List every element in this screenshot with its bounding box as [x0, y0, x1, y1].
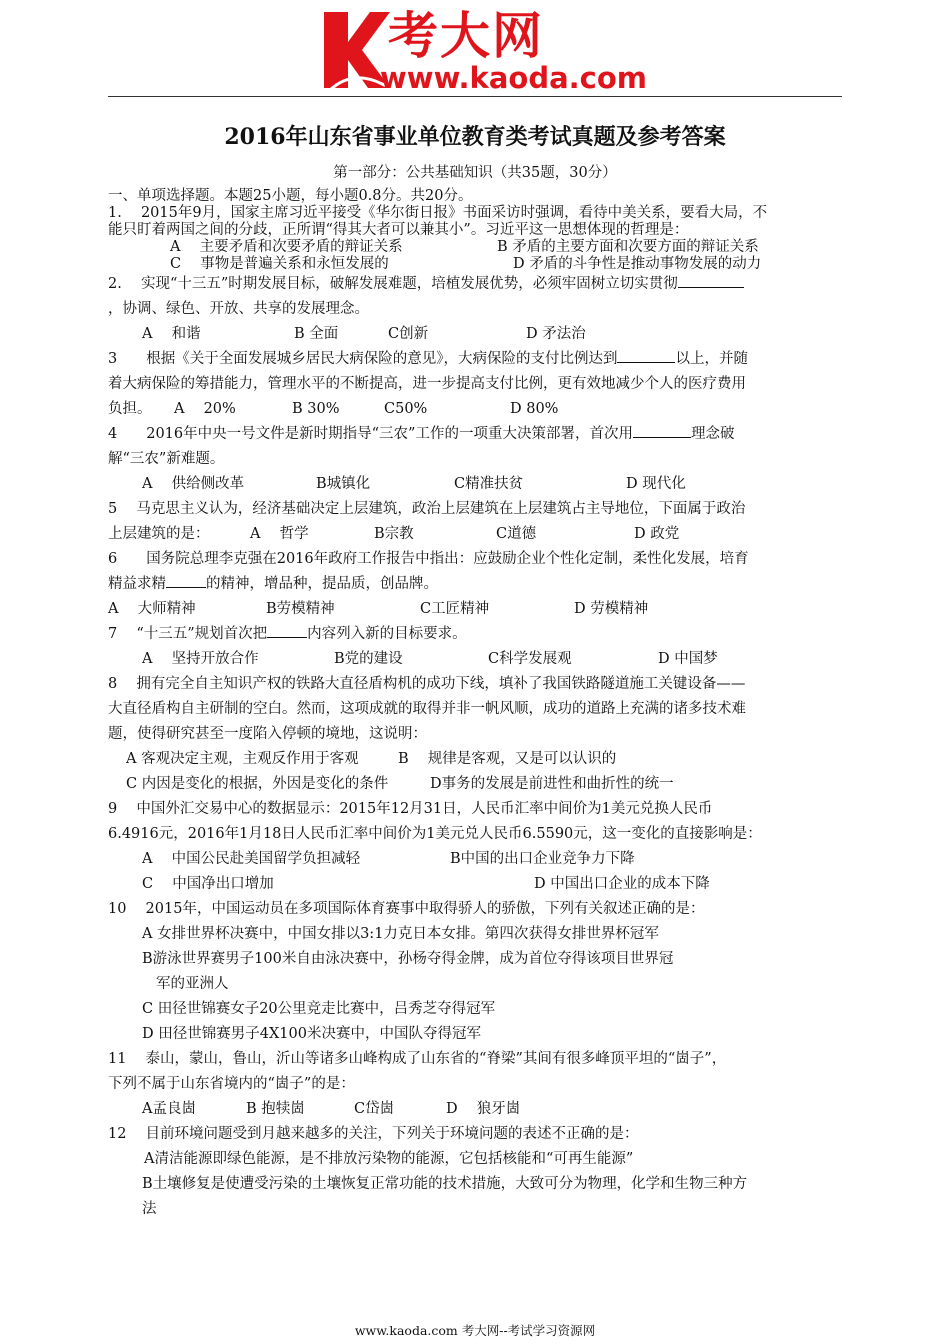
- option-b: B中国的出口企业竞争力下降: [450, 851, 635, 867]
- question-7-text: 7 “十三五”规划首次把: [108, 626, 268, 642]
- question-9-options-cd: [108, 872, 848, 897]
- document-title: 2016年山东省事业单位教育类考试真题及参考答案: [224, 124, 726, 150]
- question-4-line-2: 解“三农”新难题。: [108, 451, 225, 467]
- option-b: B 矛盾的主要方面和次要方面的辩证关系: [497, 239, 759, 255]
- question-8-line-1: 8 拥有完全自主知识产权的铁路大直径盾构机的成功下线，填补了我国铁路隧道施工关键设备——: [108, 676, 746, 692]
- question-2-options: [108, 322, 848, 347]
- question-10-option-b: B游泳世界赛男子100米自由泳决赛中，孙杨夺得金牌，成为首位夺得该项目世界冠: [142, 951, 674, 967]
- option-c: C50%: [384, 401, 428, 417]
- option-c: C 事物是普遍关系和永恒发展的: [170, 256, 389, 272]
- question-2-line-1: [108, 272, 848, 297]
- answer-blank: [617, 348, 675, 363]
- kaoda-logo: [318, 7, 648, 95]
- option-a: A孟良崮: [142, 1101, 196, 1117]
- question-9-options-ab: [108, 847, 848, 872]
- option-d: D 矛盾的斗争性是推动事物发展的动力: [513, 256, 762, 272]
- option-c: C 中国净出口增加: [142, 876, 274, 892]
- option-b: B 全面: [294, 326, 339, 342]
- option-c: C科学发展观: [488, 651, 572, 667]
- option-d: D 矛法治: [526, 326, 586, 342]
- question-9-line-1: 9 中国外汇交易中心的数据显示：2015年12月31日，人民币汇率中间价为1美元兑换人民币: [108, 801, 713, 817]
- option-d: D 政党: [634, 526, 680, 542]
- option-d: D 中国出口企业的成本下降: [534, 876, 710, 892]
- question-10-option-b-cont: 军的亚洲人: [156, 976, 229, 992]
- question-3-line-2: 着大病保险的筹措能力，管理水平的不断提高，进一步提高支付比例，更有效地减少个人的医疗费用: [108, 376, 746, 392]
- question-3-line-1: [108, 347, 848, 372]
- question-4-options: [108, 472, 848, 497]
- option-a: A 大师精神: [108, 601, 196, 617]
- question-10-option-c: C 田径世锦赛女子20公里竞走比赛中，吕秀芝夺得冠军: [142, 1001, 496, 1017]
- question-7-options: [108, 647, 848, 672]
- answer-blank: [633, 423, 691, 438]
- question-9-line-2: 6.4916元，2016年1月18日人民币汇率中间价为1美元兑人民币6.5590元，这一变化的直接影响是：: [108, 826, 762, 842]
- option-b: B 抱犊崮: [246, 1101, 305, 1117]
- option-c: C 内因是变化的根据，外因是变化的条件: [126, 776, 389, 792]
- option-a: A 主要矛盾和次要矛盾的辩证关系: [170, 239, 403, 255]
- option-d: D 狼牙崮: [446, 1101, 521, 1117]
- question-11-line-1: 11 泰山，蒙山，鲁山，沂山等诸多山峰构成了山东省的“脊梁”其间有很多峰顶平坦的“崮子”，: [108, 1051, 727, 1067]
- question-6-line-1: 6 国务院总理李克强在2016年政府工作报告中指出：应鼓励企业个性化定制，柔性化发展，培育: [108, 551, 749, 567]
- question-4-text-after: 理念破: [690, 426, 735, 442]
- question-7-text-after: 内容列入新的目标要求。: [307, 626, 467, 642]
- question-5-line-2: [108, 522, 848, 547]
- question-2-line-2: ，协调、绿色、开放、共享的发展理念。: [108, 301, 369, 317]
- option-b: B 规律是客观，又是可以认识的: [398, 751, 617, 767]
- page-footer: www.kaoda.com 考大网--考试学习资源网: [354, 1323, 596, 1338]
- question-12-option-b: B土壤修复是使遭受污染的土壤恢复正常功能的技术措施，大致可分为物理，化学和生物三种方: [142, 1176, 748, 1192]
- question-3-text-3: 负担。: [108, 401, 152, 417]
- question-1-options-cd: [108, 255, 848, 272]
- option-a: A 哲学: [250, 526, 309, 542]
- option-c: C道德: [496, 526, 537, 542]
- question-6-line-2: [108, 572, 848, 597]
- question-5-text-2: 上层建筑的是：: [108, 526, 210, 542]
- question-4-text: 4 2016年中央一号文件是新时期指导“三农”工作的一项重大决策部署，首次用: [108, 426, 633, 442]
- option-b: B宗教: [374, 526, 414, 542]
- option-d: D 现代化: [626, 476, 686, 492]
- question-3-line-3: [108, 397, 848, 422]
- question-7-line-1: [108, 622, 848, 647]
- question-1-line-2: 能只盯着两国之间的分歧，正所谓“得其大者可以兼其小”。习近平这一思想体现的哲理是：: [108, 222, 689, 238]
- question-4-line-1: [108, 422, 848, 447]
- option-d: D 80%: [510, 401, 559, 417]
- section-heading: 一、单项选择题。本题25小题，每小题0.8分。共20分。: [108, 188, 473, 204]
- option-c: C岱崮: [354, 1101, 395, 1117]
- option-a: A 20%: [174, 401, 236, 417]
- header-divider: [108, 96, 842, 97]
- question-6-options: [108, 597, 848, 622]
- option-d: D 中国梦: [658, 651, 718, 667]
- question-3-text: 3 根据《关于全面发展城乡居民大病保险的意见》，大病保险的支付比例达到: [108, 351, 618, 367]
- option-a: A 客观决定主观，主观反作用于客观: [126, 751, 359, 767]
- question-8-line-3: 题，使得研究甚至一度陷入停顿的境地，这说明：: [108, 726, 427, 742]
- question-1-line-1: 1. 2015年9月，国家主席习近平接受《华尔街日报》书面采访时强调，看待中美关系，要看大局，不: [108, 205, 768, 221]
- question-10-line-1: 10 2015年，中国运动员在多项国际体育赛事中取得骄人的骄傲，下列有关叙述正确的是：: [108, 901, 705, 917]
- document-subtitle: 第一部分：公共基础知识（共35题，30分）: [333, 165, 617, 181]
- option-d: D 劳模精神: [574, 601, 649, 617]
- option-b: B党的建设: [334, 651, 403, 667]
- option-b: B劳模精神: [266, 601, 335, 617]
- question-8-line-2: 大直径盾构自主研制的空白。然而，这项成就的取得并非一帆风顺，成功的道路上充满的诸多技术难: [108, 701, 746, 717]
- question-11-line-2: 下列不属于山东省境内的“崮子”的是：: [108, 1076, 355, 1092]
- logo-url-text: www.kaoda.com: [380, 61, 647, 95]
- option-c: C工匠精神: [420, 601, 490, 617]
- option-c: C精准扶贫: [454, 476, 524, 492]
- document-body: [108, 187, 848, 1222]
- question-12-option-b-cont: 法: [142, 1201, 157, 1217]
- answer-blank: [678, 273, 744, 288]
- answer-blank: [166, 573, 206, 588]
- question-8-options-cd: [108, 772, 848, 797]
- question-12-line-1: 12 目前环境问题受到月越来越多的关注，下列关于环境问题的表述不正确的是：: [108, 1126, 639, 1142]
- option-b: B城镇化: [316, 476, 371, 492]
- answer-blank: [267, 623, 307, 638]
- question-1-options-ab: [108, 238, 848, 255]
- question-8-options-ab: [108, 747, 848, 772]
- question-12-option-a: A清洁能源即绿色能源，是不排放污染物的能源，它包括核能和“可再生能源”: [144, 1151, 634, 1167]
- logo-cn-text: 考大网: [388, 7, 544, 65]
- question-6-text-2: 精益求精: [108, 576, 166, 592]
- option-d: D事务的发展是前进性和曲折性的统一: [430, 776, 674, 792]
- question-10-option-a: A 女排世界杯决赛中，中国女排以3:1力克日本女排。第四次获得女排世界杯冠军: [142, 926, 659, 942]
- question-10-option-d: D 田径世锦赛男子4X100米决赛中，中国队夺得冠军: [142, 1026, 481, 1042]
- option-a: A 和谐: [142, 326, 201, 342]
- question-5-line-1: 5 马克思主义认为，经济基础决定上层建筑，政治上层建筑在上层建筑占主导地位，下面属于政治: [108, 501, 746, 517]
- option-c: C创新: [388, 326, 429, 342]
- question-3-text-after: 以上，并随: [675, 351, 748, 367]
- option-a: A 供给侧改革: [142, 476, 245, 492]
- option-a: A 坚持开放合作: [142, 651, 259, 667]
- question-2-text: 2. 实现“十三五”时期发展目标，破解发展难题，培植发展优势，必须牢固树立切实贯彻: [108, 276, 678, 292]
- option-b: B 30%: [292, 401, 340, 417]
- option-a: A 中国公民赴美国留学负担减轻: [142, 851, 361, 867]
- question-11-options: [108, 1097, 848, 1122]
- question-6-text-2-after: 的精神，增品种，提品质，创品牌。: [206, 576, 438, 592]
